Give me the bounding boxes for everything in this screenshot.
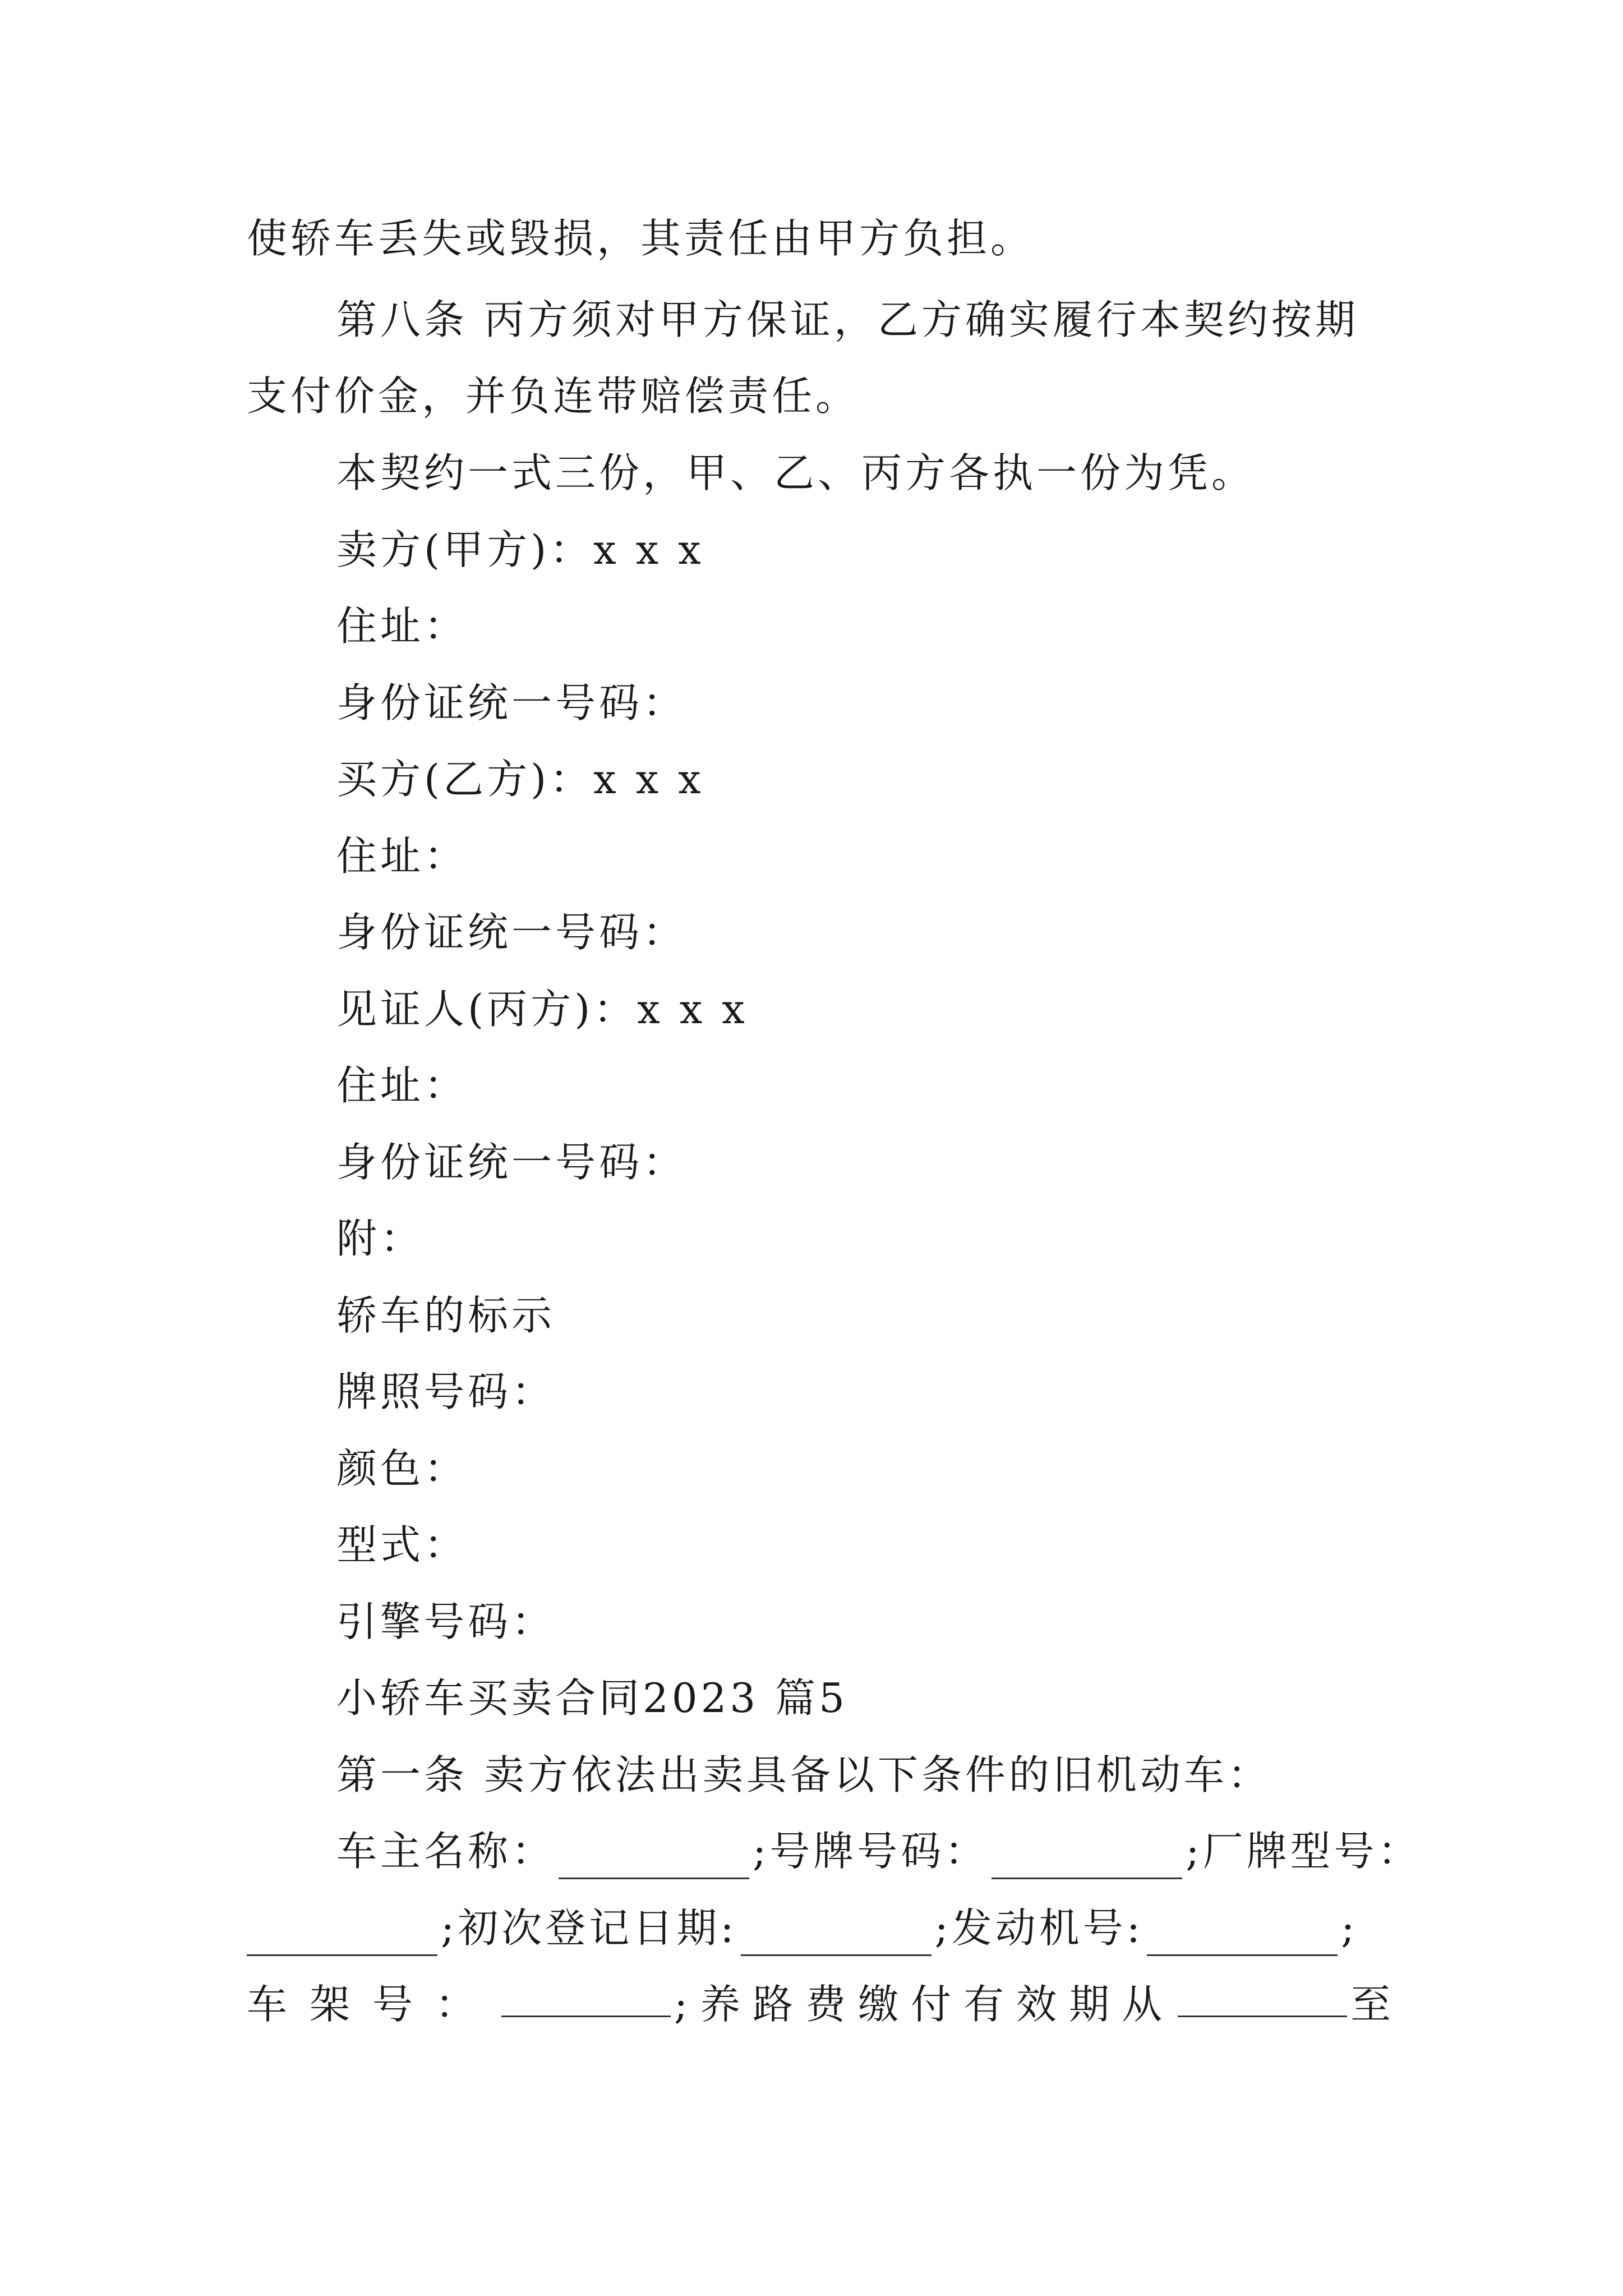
form-line-vehicle-info xyxy=(336,1823,1422,1879)
appendix-label: 附： xyxy=(336,1215,425,1262)
brand-model-blank[interactable] xyxy=(247,1915,437,1956)
brand-model-label: ;厂牌型号： xyxy=(1186,1828,1422,1875)
plate-number-label: ;号牌号码： xyxy=(753,1828,989,1875)
text-line: 本契约一式三份，甲、乙、丙方各执一份为凭。 xyxy=(336,449,1256,496)
text-line: 支付价金，并负连带赔偿责任。 xyxy=(247,372,860,420)
plate-number-blank[interactable] xyxy=(992,1838,1182,1879)
text-line: 使轿车丢失或毁损，其责任由甲方负担。 xyxy=(247,215,1035,262)
witness-address: 住址： xyxy=(336,1062,468,1109)
form-line-frame xyxy=(247,1976,1391,2032)
owner-name-blank[interactable] xyxy=(559,1838,749,1879)
owner-name-label: 车主名称： xyxy=(336,1828,556,1875)
frame-number-blank[interactable] xyxy=(501,1976,671,2017)
road-fee-label: ;养路费缴付有效期从 xyxy=(674,1981,1175,2028)
engine-number-blank[interactable] xyxy=(1147,1915,1338,1956)
buyer-address: 住址： xyxy=(336,832,468,880)
to-label: 至 xyxy=(1350,1981,1391,2028)
seller-line: 卖方(甲方)：x x x xyxy=(336,526,704,573)
car-identification-heading: 轿车的标示 xyxy=(336,1292,556,1339)
seller-address: 住址： xyxy=(336,602,468,650)
frame-number-label: 车架号： xyxy=(247,1981,499,2028)
first-registration-label: ;初次登记日期: xyxy=(441,1904,737,1952)
article-1-heading: 第一条 卖方依法出卖具备以下条件的旧机动车： xyxy=(336,1751,1271,1798)
section-title: 小轿车买卖合同2023 篇5 xyxy=(336,1674,848,1722)
model-field: 型式： xyxy=(336,1521,468,1568)
color-field: 颜色： xyxy=(336,1445,468,1492)
plate-number-field: 牌照号码： xyxy=(336,1368,556,1415)
buyer-line: 买方(乙方)：x x x xyxy=(336,756,704,803)
form-line-registration xyxy=(247,1900,1358,1956)
engine-number-field: 引擎号码： xyxy=(336,1598,556,1645)
buyer-id: 身份证统一号码： xyxy=(336,909,687,956)
witness-line: 见证人(丙方)：x x x xyxy=(336,986,748,1033)
seller-id: 身份证统一号码： xyxy=(336,679,687,726)
line-end-punct: ; xyxy=(1341,1904,1358,1952)
road-fee-from-blank[interactable] xyxy=(1178,1976,1347,2017)
first-registration-blank[interactable] xyxy=(741,1915,932,1956)
witness-id: 身份证统一号码： xyxy=(336,1139,687,1186)
engine-number-label: ;发动机号: xyxy=(934,1904,1144,1952)
article-8-heading: 第八条 丙方须对甲方保证，乙方确实履行本契约按期 xyxy=(336,296,1359,343)
